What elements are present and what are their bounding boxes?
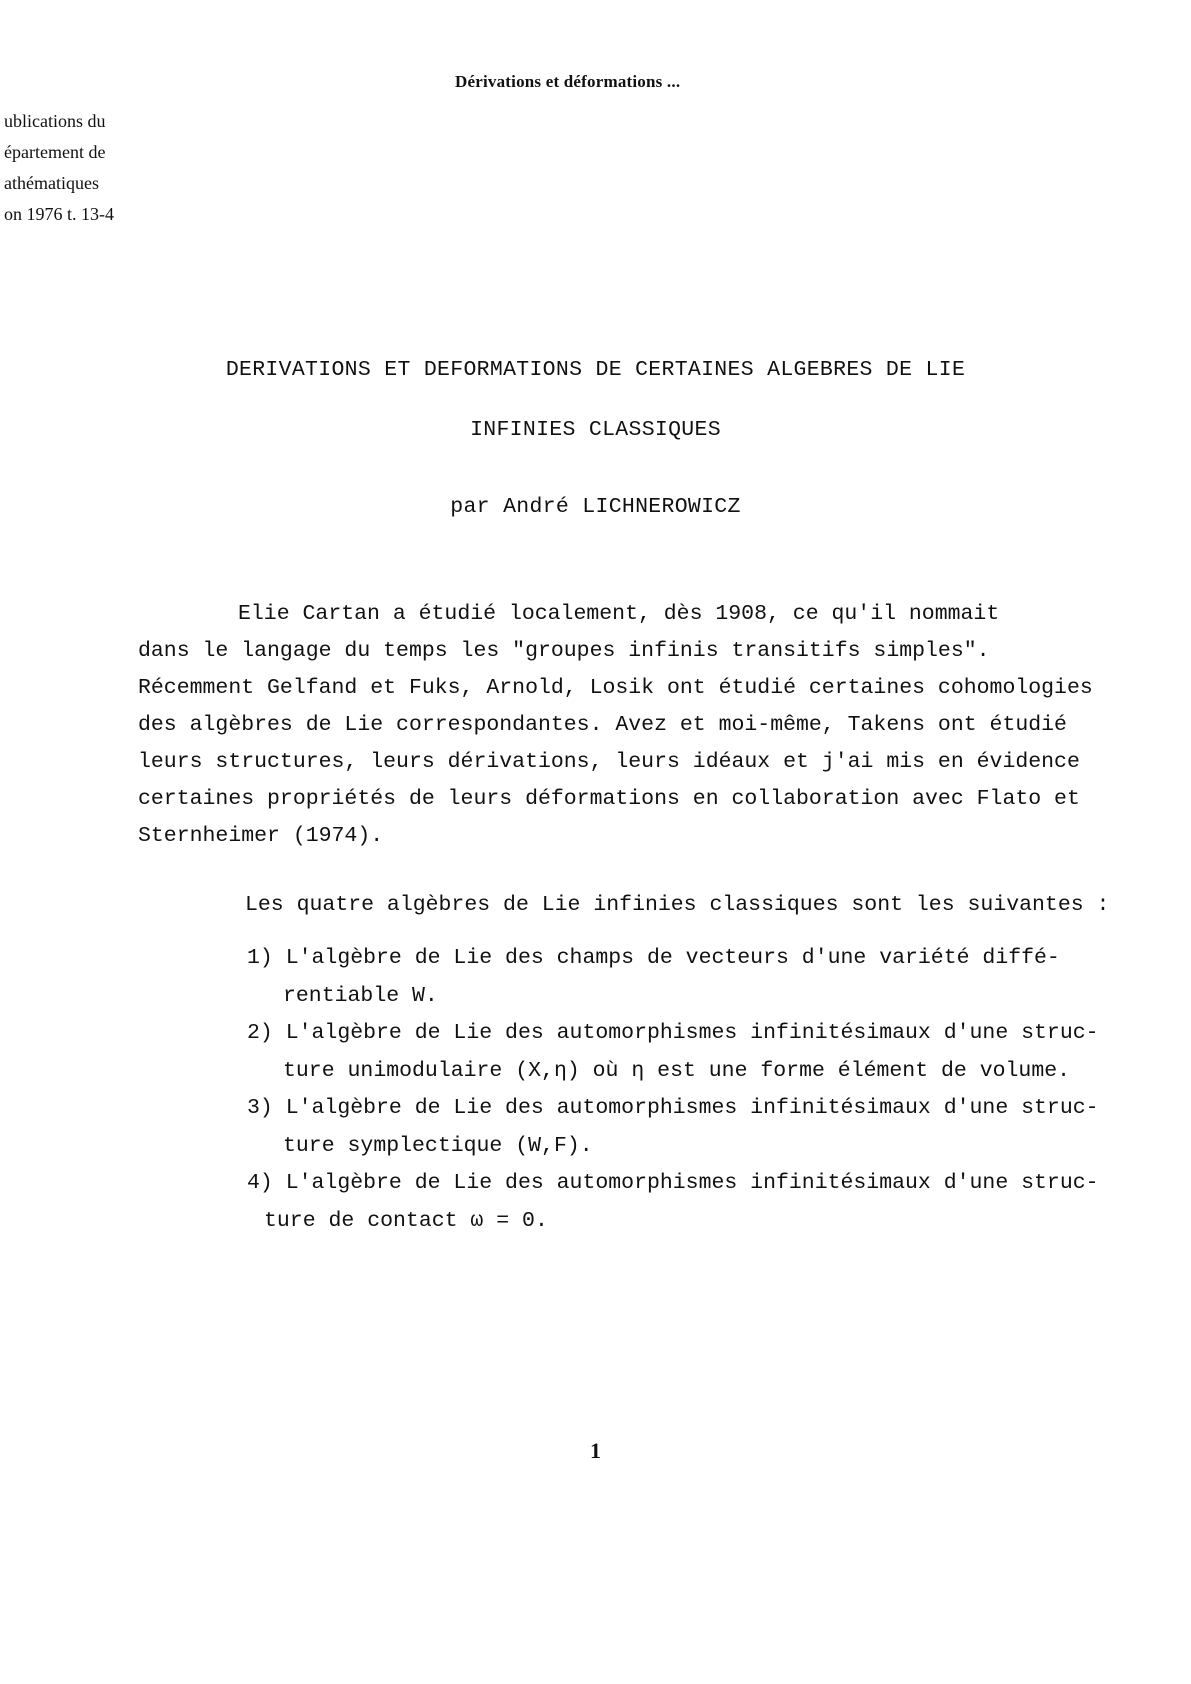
page-number: 1 [590, 1438, 601, 1463]
paragraph-line: leurs structures, leurs dérivations, leurs idéaux et j'ai mis en évidence [138, 750, 1080, 774]
list-item-3-continuation: ture symplectique (W,F). [283, 1133, 593, 1158]
publication-info-line: ublications du [4, 111, 106, 131]
list-item-4-continuation: ture de contact ω = 0. [264, 1208, 548, 1233]
list-item-1-line: 1) L'algèbre de Lie des champs de vecteurs d'une variété diffé- [247, 946, 1060, 970]
paragraph-line: Sternheimer (1974). [138, 824, 384, 848]
list-item-2-continuation: ture unimodulaire (X,η) où η est une forme élément de volume. [283, 1058, 1071, 1083]
publication-info [4, 106, 114, 230]
paragraph-line: Récemment Gelfand et Fuks, Arnold, Losik ont étudié certaines cohomologies [138, 676, 1093, 700]
author-line: par André LICHNEROWICZ [450, 495, 741, 519]
intro-paragraph [138, 596, 1093, 855]
publication-info-line: épartement de [4, 142, 106, 162]
paragraph-line: dans le langage du temps les "groupes infinis transitifs simples". [138, 639, 990, 663]
publication-info-line: on 1976 t. 13-4 [4, 204, 114, 224]
title-line-1: DERIVATIONS ET DEFORMATIONS DE CERTAINES ALGEBRES DE LIE [225, 358, 966, 382]
publication-info-line: athématiques [4, 173, 99, 193]
paragraph-line: certaines propriétés de leurs déformations en collaboration avec Flato et [138, 787, 1080, 811]
algebra-list [247, 940, 1099, 1240]
paragraph-line: des algèbres de Lie correspondantes. Avez et moi-même, Takens ont étudié [138, 713, 1067, 737]
list-intro: Les quatre algèbres de Lie infinies classiques sont les suivantes : [245, 893, 1110, 917]
running-header: Dérivations et déformations ... [455, 72, 681, 91]
title-line-2: INFINIES CLASSIQUES [470, 418, 721, 442]
list-item-1-continuation: rentiable W. [283, 983, 438, 1008]
list-item-2-line: 2) L'algèbre de Lie des automorphismes infinitésimaux d'une struc- [247, 1021, 1099, 1045]
list-item-3-line: 3) L'algèbre de Lie des automorphismes infinitésimaux d'une struc- [247, 1096, 1099, 1120]
list-item-4-line: 4) L'algèbre de Lie des automorphismes infinitésimaux d'une struc- [247, 1171, 1099, 1195]
paragraph-line: Elie Cartan a étudié localement, dès 1908, ce qu'il nommait [238, 602, 1000, 626]
